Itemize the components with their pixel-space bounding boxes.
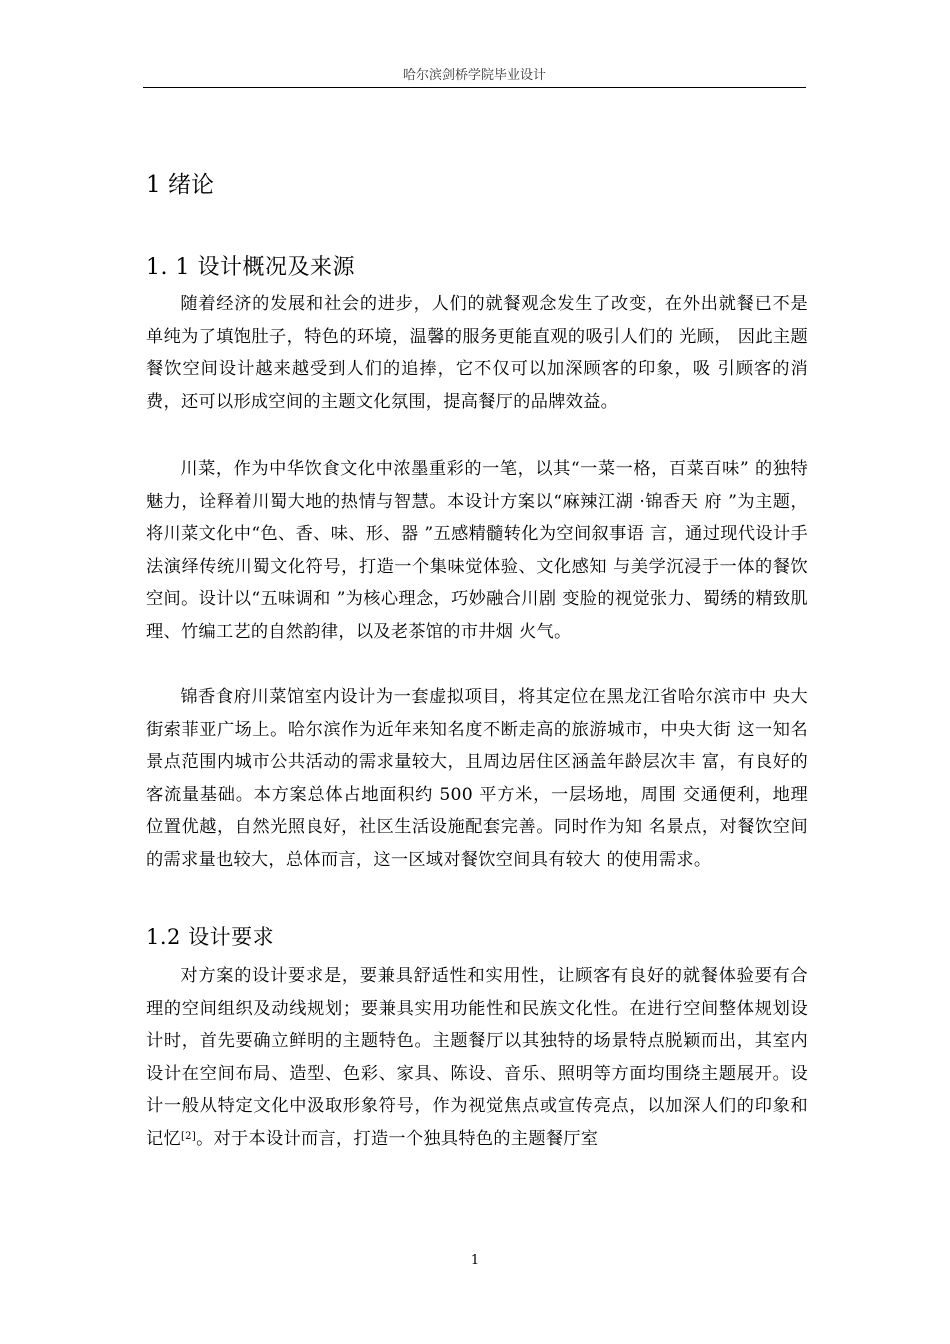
header-divider: [143, 87, 806, 88]
paragraph: 随着经济的发展和社会的进步，人们的就餐观念发生了改变，在外出就餐已不是单纯为了填饱肚子，特色的环境，温馨的服务更能直观的吸引人们的 光顾， 因此主题餐饮空间设计越来越受到人们的追捧，它不仅可以加深顾客的印象，吸 引顾客的消费，还可以形成空间的主题文化氛围，提高餐厅的品牌效益。: [146, 294, 808, 412]
paragraph-text-continued: 。对于本设计而言，打造一个独具特色的主题餐厅室: [196, 1128, 599, 1149]
chapter-title: 1 绪论: [146, 172, 214, 198]
paragraph-text: 对方案的设计要求是，要兼具舒适性和实用性，让顾客有良好的就餐体验要有合理的空间组织及动线规划；要兼具实用功能性和民族文化性。在进行空间整体规划设计时，首先要确立鲜明的主题特色。主题餐厅以其独特的场景特点脱颖而出，其室内设计在空间布局、造型、色彩、家具、陈设、音乐、照明等方面均围绕主题展开。设计一般从特定文化中汲取形象符号，作为视觉焦点或宣传亮点，以加深人们的印象和记忆: [146, 966, 808, 1149]
paragraph: 锦香食府川菜馆室内设计为一套虚拟项目，将其定位在黑龙江省哈尔滨市中 央大街索菲亚广场上。哈尔滨作为近年来知名度不断走高的旅游城市，中央大街 这一知名景点范围内城市公共活动的需求量较大，且周边居住区涵盖年龄层次丰 富，有良好的客流量基础。本方案总体占地面积约 500 平方米，一层场地，周围 交通便利，地理位置优越，自然光照良好，社区生活设施配套完善。同时作为知 名景点，对餐饮空间的需求量也较大，总体而言，这一区域对餐饮空间具有较大 的使用需求。: [146, 687, 808, 870]
paragraph: 川菜，作为中华饮食文化中浓墨重彩的一笔，以其“一菜一格，百菜百味” 的独特魅力，诠释着川蜀大地的热情与智慧。本设计方案以“麻辣江湖 ·锦香天 府 ”为主题，将川菜文化中“色、香、味、形、器 ”五感精髓转化为空间叙事语 言，通过现代设计手法演绎传统川蜀文化符号，打造一个集味觉体验、文化感知 与美学沉浸于一体的餐饮空间。设计以“五味调和 ”为核心理念，巧妙融合川剧 变脸的视觉张力、蜀绣的精致肌理、竹编工艺的自然韵律，以及老茶馆的市井烟 火气。: [146, 459, 808, 642]
page-number: 1: [470, 1253, 480, 1268]
paragraph: [146, 960, 808, 1155]
page-header: 哈尔滨剑桥学院毕业设计: [402, 68, 546, 83]
section-title-1-2: 1.2 设计要求: [146, 925, 275, 949]
citation-marker[interactable]: [2]: [180, 1130, 197, 1142]
section-title-1-1: 1. 1 设计概况及来源: [146, 255, 355, 280]
